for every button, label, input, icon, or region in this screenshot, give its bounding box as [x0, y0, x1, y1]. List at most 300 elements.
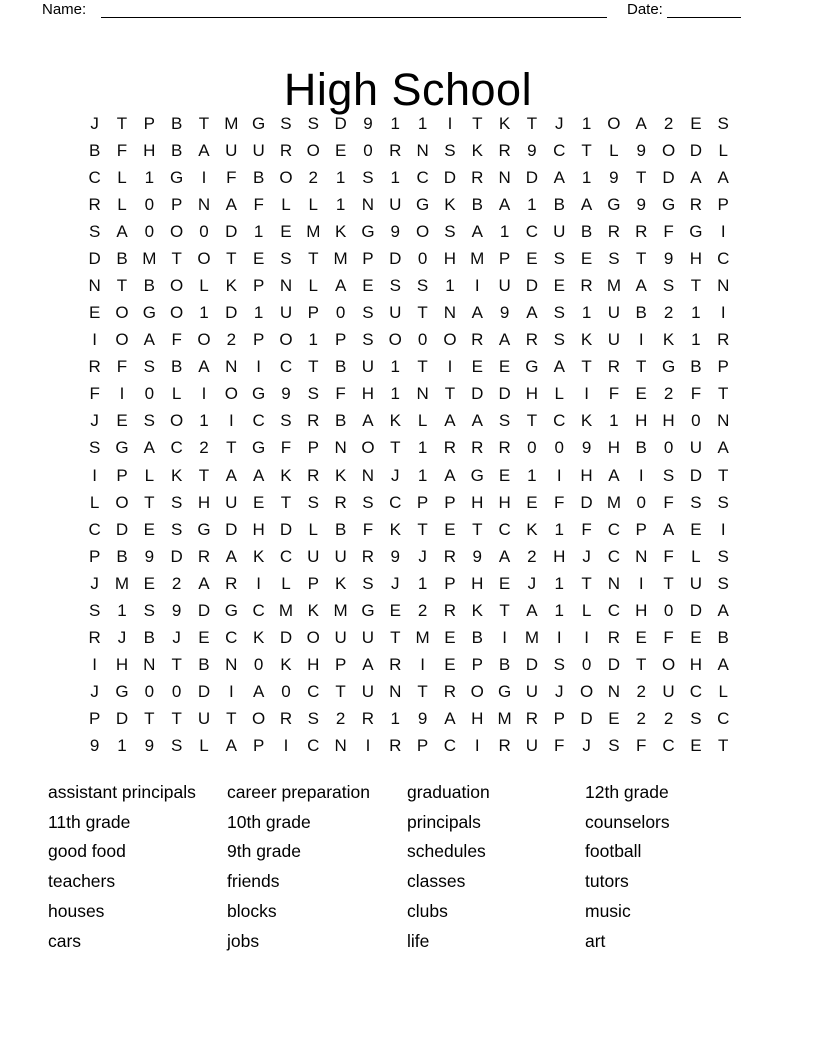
grid-letter: U: [498, 276, 511, 295]
grid-letter: L: [609, 140, 619, 160]
grid-letter: D: [498, 384, 511, 404]
grid-letter: 1: [554, 573, 564, 593]
grid-letter: O: [661, 140, 676, 160]
word-item: 9th grade: [227, 841, 301, 862]
grid-letter: S: [362, 167, 374, 187]
grid-letter: I: [201, 167, 207, 187]
grid-letter: 1: [527, 465, 537, 485]
grid-letter: J: [90, 573, 99, 593]
grid-letter: I: [720, 519, 726, 539]
grid-letter: C: [307, 682, 320, 702]
grid-letter: L: [554, 384, 564, 404]
grid-letter: G: [252, 438, 266, 458]
word-item: graduation: [407, 782, 490, 802]
grid-letter: 1: [117, 600, 127, 620]
grid-letter: O: [115, 303, 129, 323]
grid-letter: L: [281, 194, 291, 214]
grid-letter: R: [498, 438, 511, 458]
grid-letter: H: [471, 709, 484, 729]
grid-row: [81, 327, 737, 354]
grid-letter: D: [225, 221, 238, 241]
grid-letter: C: [607, 546, 621, 566]
grid-letter: 1: [390, 357, 400, 377]
grid-letter: O: [279, 330, 293, 350]
grid-letter: J: [418, 546, 427, 566]
grid-letter: P: [635, 519, 647, 539]
grid-row: [81, 137, 737, 164]
grid-letter: J: [554, 113, 564, 133]
grid-letter: G: [197, 519, 211, 539]
grid-letter: P: [717, 357, 729, 377]
grid-letter: P: [307, 573, 319, 593]
word-list-column: [407, 778, 490, 956]
grid-letter: I: [256, 573, 261, 593]
grid-letter: C: [252, 600, 265, 620]
grid-letter: K: [580, 411, 593, 431]
grid-letter: O: [306, 628, 320, 648]
grid-letter: 2: [308, 167, 319, 187]
grid-letter: C: [416, 167, 429, 187]
grid-letter: E: [471, 357, 483, 377]
grid-letter: I: [720, 221, 726, 241]
grid-letter: 0: [527, 438, 537, 458]
grid-letter: 1: [554, 519, 564, 539]
grid-letter: H: [525, 384, 539, 404]
grid-letter: E: [690, 628, 702, 648]
grid-letter: I: [420, 655, 425, 675]
grid-letter: D: [115, 519, 129, 539]
grid-letter: J: [527, 573, 537, 593]
grid-letter: C: [307, 736, 320, 756]
grid-letter: S: [362, 573, 374, 593]
grid-letter: M: [333, 248, 348, 268]
grid-letter: P: [334, 330, 347, 350]
grid-letter: L: [199, 736, 209, 756]
grid-letter: C: [88, 167, 101, 187]
grid-letter: 2: [663, 303, 674, 323]
grid-letter: F: [253, 194, 264, 214]
grid-letter: A: [252, 465, 265, 485]
grid-letter: U: [525, 736, 539, 756]
grid-letter: H: [553, 546, 566, 566]
word-item: teachers: [48, 871, 116, 892]
grid-row: [81, 489, 737, 516]
grid-letter: 9: [527, 140, 537, 160]
grid-letter: P: [471, 655, 483, 675]
grid-letter: A: [553, 357, 565, 377]
grid-letter: R: [88, 357, 101, 377]
grid-letter: G: [607, 194, 621, 214]
grid-letter: O: [279, 167, 293, 187]
grid-letter: T: [663, 573, 674, 593]
grid-letter: F: [581, 519, 592, 539]
grid-row: [81, 435, 737, 462]
grid-letter: E: [498, 573, 511, 593]
grid-letter: 1: [417, 573, 428, 593]
grid-letter: T: [499, 600, 510, 620]
grid-letter: A: [690, 167, 702, 187]
grid-letter: D: [580, 709, 593, 729]
grid-letter: O: [115, 330, 129, 350]
grid-letter: F: [663, 546, 674, 566]
grid-letter: L: [117, 194, 127, 214]
grid-row: [81, 679, 737, 706]
grid-letter: M: [224, 113, 239, 133]
grid-letter: A: [225, 546, 237, 566]
grid-letter: R: [361, 709, 375, 729]
grid-letter: T: [171, 248, 182, 268]
grid-letter: P: [416, 736, 429, 756]
grid-letter: B: [143, 276, 155, 295]
grid-letter: 0: [144, 221, 155, 241]
grid-letter: 1: [253, 221, 264, 241]
grid-letter: S: [553, 330, 565, 350]
word-item: classes: [407, 871, 466, 892]
grid-letter: K: [389, 411, 401, 431]
grid-letter: S: [662, 276, 675, 295]
grid-letter: F: [335, 384, 346, 404]
grid-letter: L: [308, 519, 319, 539]
grid-letter: K: [252, 546, 265, 566]
grid-letter: P: [416, 492, 429, 512]
grid-letter: C: [553, 140, 566, 160]
word-item: principals: [407, 811, 481, 832]
grid-letter: B: [334, 519, 347, 539]
grid-letter: A: [198, 357, 210, 377]
grid-letter: T: [472, 113, 483, 133]
grid-letter: E: [88, 303, 101, 323]
grid-letter: 1: [253, 303, 264, 323]
grid-letter: D: [170, 546, 183, 566]
grid-letter: A: [143, 438, 155, 458]
grid-letter: 9: [390, 221, 400, 241]
grid-letter: E: [116, 411, 128, 431]
grid-letter: M: [114, 573, 130, 593]
word-item: good food: [48, 841, 126, 862]
grid-letter: 0: [144, 384, 155, 404]
grid-letter: G: [497, 682, 512, 702]
grid-letter: D: [225, 519, 238, 539]
grid-letter: S: [307, 384, 319, 404]
grid-letter: 9: [609, 167, 619, 187]
grid-letter: I: [283, 736, 289, 756]
grid-letter: U: [225, 140, 238, 160]
grid-letter: 1: [335, 167, 346, 187]
grid-letter: U: [307, 546, 320, 566]
grid-letter: E: [526, 248, 538, 268]
grid-letter: T: [718, 736, 729, 756]
grid-letter: A: [498, 546, 511, 566]
grid-letter: B: [334, 411, 347, 431]
grid-letter: D: [225, 303, 238, 323]
name-label: Name:: [42, 1, 87, 18]
grid-letter: U: [689, 573, 703, 593]
grid-letter: 0: [144, 682, 155, 702]
grid-letter: C: [717, 248, 730, 268]
grid-letter: G: [525, 357, 539, 377]
grid-letter: G: [661, 194, 676, 214]
grid-letter: A: [198, 140, 210, 160]
grid-letter: P: [252, 276, 265, 295]
grid-letter: P: [307, 438, 319, 458]
grid-letter: H: [689, 655, 703, 675]
grid-letter: 1: [417, 113, 428, 133]
grid-letter: R: [279, 709, 293, 729]
grid-letter: T: [116, 276, 128, 295]
grid-letter: E: [362, 276, 374, 295]
grid-letter: K: [170, 465, 183, 485]
grid-letter: 1: [581, 167, 592, 187]
grid-letter: T: [335, 682, 346, 702]
grid-letter: 1: [609, 411, 619, 431]
grid-letter: E: [143, 573, 155, 593]
grid-letter: 1: [390, 709, 400, 729]
grid-letter: 2: [663, 113, 674, 133]
grid-letter: O: [306, 140, 320, 160]
grid-letter: S: [717, 573, 729, 593]
grid-letter: N: [143, 655, 156, 675]
grid-letter: J: [582, 546, 591, 566]
grid-letter: C: [553, 411, 566, 431]
grid-letter: L: [117, 167, 127, 187]
grid-letter: U: [607, 303, 621, 323]
grid-letter: O: [443, 330, 457, 350]
grid-letter: R: [689, 194, 703, 214]
grid-letter: B: [635, 303, 647, 323]
grid-letter: 9: [663, 248, 674, 268]
grid-letter: R: [279, 140, 293, 160]
grid-letter: H: [443, 248, 457, 268]
grid-row: [81, 733, 737, 760]
grid-letter: A: [362, 655, 374, 675]
grid-letter: I: [584, 628, 589, 648]
grid-letter: 0: [663, 438, 674, 458]
grid-letter: R: [334, 492, 347, 512]
grid-letter: D: [525, 167, 539, 187]
grid-letter: H: [115, 655, 129, 675]
grid-letter: E: [334, 140, 347, 160]
grid-letter: G: [661, 357, 676, 377]
grid-letter: K: [280, 655, 292, 675]
grid-letter: N: [717, 411, 730, 431]
grid-letter: S: [170, 492, 183, 512]
grid-letter: C: [225, 628, 238, 648]
grid-letter: P: [116, 465, 128, 485]
grid-letter: E: [252, 248, 265, 268]
grid-letter: T: [581, 573, 592, 593]
grid-letter: M: [333, 600, 348, 620]
grid-letter: E: [690, 113, 702, 133]
grid-letter: A: [444, 465, 456, 485]
grid-letter: T: [198, 465, 210, 485]
grid-letter: J: [391, 573, 400, 593]
grid-letter: T: [581, 357, 592, 377]
grid-letter: I: [447, 357, 453, 377]
grid-letter: C: [525, 221, 539, 241]
grid-letter: O: [252, 709, 266, 729]
grid-letter: L: [718, 140, 728, 160]
grid-letter: H: [662, 411, 675, 431]
grid-letter: E: [498, 465, 511, 485]
grid-letter: L: [89, 492, 100, 512]
grid-letter: K: [471, 140, 483, 160]
grid-letter: T: [198, 113, 210, 133]
grid-letter: P: [252, 330, 265, 350]
grid-letter: E: [608, 709, 620, 729]
grid-letter: K: [662, 330, 675, 350]
grid-row: [81, 543, 737, 570]
grid-row: [81, 272, 737, 299]
grid-letter: D: [334, 113, 347, 133]
grid-letter: H: [635, 411, 648, 431]
grid-letter: K: [444, 194, 456, 214]
grid-letter: S: [717, 492, 729, 512]
date-fill-in-line: [667, 17, 741, 18]
grid-letter: H: [471, 492, 484, 512]
grid-letter: U: [197, 709, 211, 729]
grid-letter: 1: [581, 303, 592, 323]
grid-letter: I: [638, 573, 644, 593]
grid-letter: N: [361, 465, 375, 485]
grid-letter: U: [225, 492, 238, 512]
grid-letter: R: [389, 140, 402, 160]
grid-letter: S: [444, 221, 456, 241]
grid-letter: T: [718, 384, 729, 404]
word-item: tutors: [585, 871, 629, 892]
grid-letter: R: [443, 438, 457, 458]
grid-letter: G: [252, 384, 266, 404]
grid-letter: R: [307, 411, 320, 431]
word-item: clubs: [407, 900, 448, 921]
grid-letter: K: [389, 519, 401, 539]
grid-letter: A: [580, 194, 593, 214]
grid-letter: R: [389, 655, 402, 675]
grid-letter: 9: [144, 546, 155, 566]
grid-letter: 2: [636, 709, 646, 729]
grid-letter: I: [638, 330, 644, 350]
grid-letter: N: [607, 573, 621, 593]
grid-letter: I: [92, 465, 98, 485]
grid-letter: U: [525, 682, 539, 702]
grid-letter: M: [524, 628, 539, 648]
grid-letter: N: [279, 276, 293, 295]
grid-letter: R: [498, 140, 511, 160]
grid-letter: R: [498, 736, 511, 756]
grid-letter: I: [365, 736, 371, 756]
grid-letter: U: [361, 628, 375, 648]
grid-row: [81, 624, 737, 651]
grid-letter: G: [415, 194, 430, 214]
grid-letter: A: [334, 276, 347, 295]
grid-letter: T: [690, 276, 702, 295]
grid-letter: S: [717, 113, 729, 133]
grid-letter: P: [444, 573, 456, 593]
grid-letter: H: [607, 438, 621, 458]
grid-letter: U: [689, 438, 703, 458]
grid-letter: P: [362, 248, 374, 268]
grid-letter: S: [717, 546, 729, 566]
grid-letter: 9: [281, 384, 291, 404]
grid-letter: P: [88, 709, 101, 729]
grid-letter: U: [389, 194, 402, 214]
grid-letter: 0: [554, 438, 564, 458]
grid-letter: A: [444, 709, 456, 729]
grid-letter: T: [308, 248, 319, 268]
grid-letter: P: [498, 248, 511, 268]
grid-letter: 2: [663, 384, 674, 404]
grid-letter: E: [526, 492, 538, 512]
grid-letter: B: [717, 628, 729, 648]
grid-letter: N: [88, 276, 101, 295]
grid-letter: B: [690, 357, 702, 377]
grid-letter: 1: [390, 384, 400, 404]
grid-letter: R: [471, 167, 484, 187]
grid-letter: 1: [691, 330, 701, 350]
grid-letter: B: [116, 546, 128, 566]
grid-letter: B: [116, 248, 128, 268]
grid-letter: H: [498, 492, 511, 512]
grid-letter: F: [690, 384, 702, 404]
grid-letter: T: [390, 628, 401, 648]
grid-letter: O: [579, 682, 594, 702]
grid-letter: D: [607, 655, 621, 675]
grid-letter: 0: [663, 600, 674, 620]
grid-letter: T: [581, 140, 592, 160]
grid-letter: N: [717, 276, 730, 295]
grid-letter: B: [580, 221, 593, 241]
grid-letter: G: [361, 600, 375, 620]
grid-letter: G: [224, 600, 238, 620]
grid-letter: 0: [281, 682, 291, 702]
grid-letter: S: [143, 411, 155, 431]
word-item: counselors: [585, 811, 670, 832]
grid-letter: C: [279, 357, 293, 377]
grid-letter: S: [307, 492, 319, 512]
grid-letter: 1: [417, 465, 428, 485]
grid-letter: B: [198, 655, 210, 675]
grid-letter: N: [334, 438, 347, 458]
grid-letter: T: [526, 113, 538, 133]
grid-letter: I: [92, 655, 98, 675]
grid-letter: G: [689, 221, 703, 241]
grid-letter: M: [306, 221, 321, 241]
grid-letter: L: [199, 276, 209, 295]
grid-letter: J: [554, 682, 564, 702]
grid-letter: K: [225, 276, 237, 295]
grid-letter: G: [115, 438, 129, 458]
grid-letter: L: [144, 465, 155, 485]
grid-letter: R: [580, 276, 593, 295]
word-item: assistant principals: [48, 782, 196, 802]
grid-letter: 9: [472, 546, 482, 566]
grid-letter: O: [197, 248, 211, 268]
grid-letter: I: [584, 384, 589, 404]
grid-letter: O: [661, 655, 676, 675]
grid-letter: N: [443, 303, 457, 323]
grid-letter: T: [171, 655, 182, 675]
grid-letter: J: [172, 628, 181, 648]
grid-letter: T: [226, 248, 237, 268]
grid-letter: C: [607, 600, 621, 620]
grid-letter: A: [471, 411, 483, 431]
grid-letter: K: [526, 519, 538, 539]
grid-letter: E: [580, 248, 593, 268]
grid-letter: 0: [691, 411, 701, 431]
grid-letter: 1: [499, 221, 510, 241]
grid-letter: A: [471, 221, 483, 241]
grid-letter: F: [554, 492, 565, 512]
grid-letter: 2: [199, 438, 209, 458]
